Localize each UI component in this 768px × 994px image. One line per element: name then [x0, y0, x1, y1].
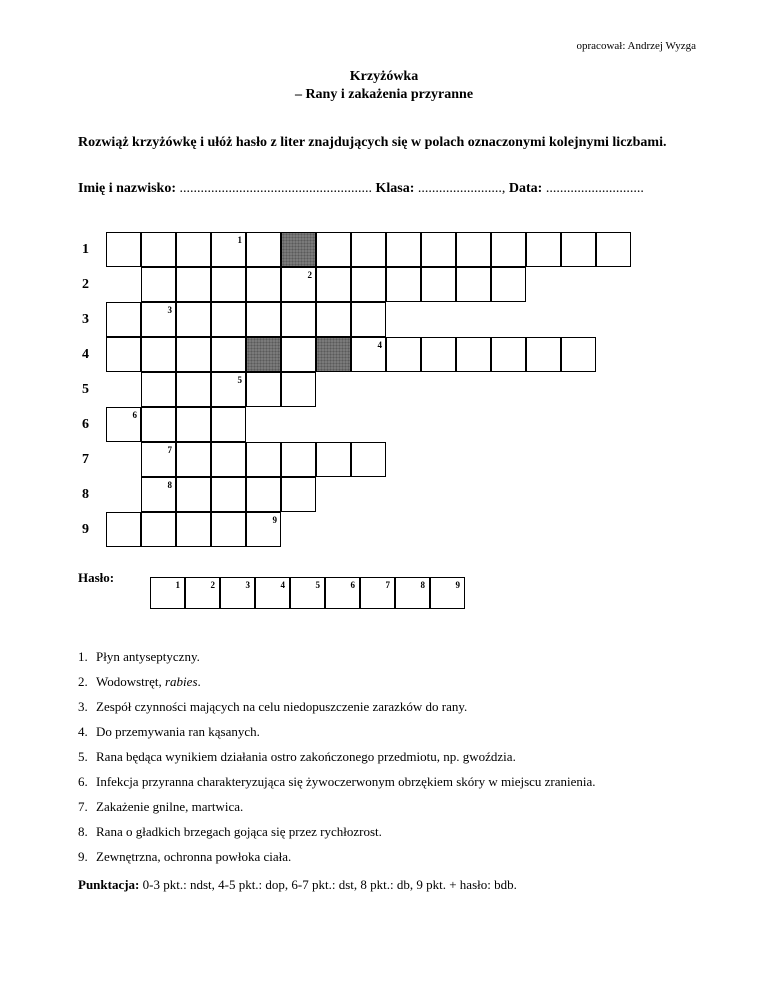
clue-list	[78, 648, 718, 873]
clue-text: Do przemywania ran kąsanych.	[96, 724, 260, 739]
clue-item	[78, 698, 718, 723]
crossword-cell[interactable]	[246, 302, 281, 337]
clue-item	[78, 748, 718, 773]
crossword-cell[interactable]	[176, 512, 211, 547]
password-cell-number: 6	[350, 580, 355, 590]
row-number-9: 9	[82, 522, 89, 537]
row-number-1: 1	[82, 242, 89, 257]
clue-number: 6.	[78, 774, 88, 789]
crossword-cell[interactable]	[316, 302, 351, 337]
password-letter-number: 5	[237, 375, 242, 385]
crossword-cell[interactable]	[246, 372, 281, 407]
crossword-cell[interactable]	[561, 337, 596, 372]
clue-item	[78, 798, 718, 823]
author-credit: opracował: Andrzej Wyzga	[576, 40, 696, 52]
password-cell[interactable]	[430, 577, 465, 609]
clue-number: 7.	[78, 799, 88, 814]
crossword-cell[interactable]	[141, 477, 176, 512]
crossword-cell[interactable]	[246, 267, 281, 302]
clue-number: 4.	[78, 724, 88, 739]
shaded-cell	[246, 337, 281, 372]
row-number-5: 5	[82, 382, 89, 397]
name-field[interactable]: .......................................................	[176, 181, 376, 196]
crossword-cell[interactable]	[141, 372, 176, 407]
crossword-cell[interactable]	[386, 232, 421, 267]
crossword-cell[interactable]	[106, 512, 141, 547]
crossword-cell[interactable]	[386, 337, 421, 372]
crossword-cell[interactable]	[141, 337, 176, 372]
crossword-cell[interactable]	[176, 407, 211, 442]
crossword-cell[interactable]	[281, 337, 316, 372]
clue-number: 9.	[78, 849, 88, 864]
clue-number: 3.	[78, 699, 88, 714]
row-number-8: 8	[82, 487, 89, 502]
clue-number: 2.	[78, 674, 88, 689]
clue-tail: .	[197, 674, 201, 689]
password-cell-number: 7	[385, 580, 390, 590]
clue-number: 8.	[78, 824, 88, 839]
password-letter-number: 4	[377, 340, 382, 350]
title-subtitle: – Rany i zakażenia przyranne	[294, 87, 474, 102]
password-cell[interactable]	[150, 577, 185, 609]
crossword-cell[interactable]	[281, 267, 316, 302]
crossword-cell[interactable]	[456, 232, 491, 267]
password-cell[interactable]	[395, 577, 430, 609]
date-label: Data:	[508, 181, 543, 196]
password-label: Hasło:	[78, 570, 115, 585]
crossword-cell[interactable]	[456, 337, 491, 372]
crossword-cell[interactable]	[316, 267, 351, 302]
clue-text: Zespół czynności mających na celu niedopuszczenie zarazków do rany.	[96, 699, 468, 714]
crossword-cell[interactable]	[246, 232, 281, 267]
crossword-cell[interactable]	[281, 442, 316, 477]
crossword-cell[interactable]	[211, 407, 246, 442]
crossword-cell[interactable]	[421, 337, 456, 372]
name-label: Imię i nazwisko:	[78, 181, 176, 196]
crossword-cell[interactable]	[106, 407, 141, 442]
crossword-cell[interactable]	[281, 372, 316, 407]
date-field[interactable]: ............................	[542, 181, 644, 196]
password-letter-number: 9	[272, 515, 277, 525]
crossword-cell[interactable]	[211, 232, 246, 267]
crossword-cell[interactable]	[106, 232, 141, 267]
password-cell-number: 5	[315, 580, 320, 590]
password-cell[interactable]	[220, 577, 255, 609]
clue-text: Rana o gładkich brzegach gojąca się przez rychłozrost.	[96, 824, 382, 839]
crossword-cell[interactable]	[351, 302, 386, 337]
crossword-cell[interactable]	[211, 442, 246, 477]
class-field[interactable]: ........................,	[414, 181, 509, 196]
crossword-cell[interactable]	[456, 267, 491, 302]
crossword-cell[interactable]	[211, 372, 246, 407]
crossword-cell[interactable]	[351, 337, 386, 372]
crossword-cell[interactable]	[176, 337, 211, 372]
password-letter-number: 8	[167, 480, 172, 490]
clue-item	[78, 773, 718, 798]
crossword-cell[interactable]	[316, 232, 351, 267]
clue-text: Infekcja przyranna charakteryzująca się żywoczerwonym obrzękiem skóry w miejscu zranienia.	[96, 774, 596, 789]
scoring-text: 0-3 pkt.: ndst, 4-5 pkt.: dop, 6-7 pkt.: dst, 8 pkt.: db, 9 pkt. + hasło: bdb.	[139, 877, 517, 892]
crossword-cell[interactable]	[176, 442, 211, 477]
crossword-cell[interactable]	[176, 267, 211, 302]
crossword-cell[interactable]	[176, 302, 211, 337]
clue-item	[78, 823, 718, 848]
password-cell-number: 8	[420, 580, 425, 590]
clue-text: Rana będąca wynikiem działania ostro zakończonego przedmiotu, np. gwoździa.	[96, 749, 516, 764]
page-title	[0, 68, 768, 104]
crossword-cell[interactable]	[386, 267, 421, 302]
row-number-4: 4	[82, 347, 89, 362]
crossword-cell[interactable]	[246, 477, 281, 512]
crossword-cell[interactable]	[211, 302, 246, 337]
password-letter-number: 2	[307, 270, 312, 280]
password-cell-number: 3	[245, 580, 250, 590]
password-cell[interactable]	[185, 577, 220, 609]
password-cell-number: 2	[210, 580, 215, 590]
scoring-label: Punktacja:	[78, 877, 140, 892]
clue-item	[78, 723, 718, 748]
row-number-3: 3	[82, 312, 89, 327]
crossword-cell[interactable]	[351, 442, 386, 477]
crossword-cell[interactable]	[491, 337, 526, 372]
crossword-cell[interactable]	[141, 442, 176, 477]
crossword-cell[interactable]	[526, 337, 561, 372]
password-cell-number: 4	[280, 580, 285, 590]
crossword-cell[interactable]	[246, 442, 281, 477]
password-cell[interactable]	[360, 577, 395, 609]
class-label: Klasa:	[375, 181, 415, 196]
shaded-cell	[316, 337, 351, 372]
crossword-cell[interactable]	[351, 267, 386, 302]
crossword-cell[interactable]	[211, 512, 246, 547]
row-number-6: 6	[82, 417, 89, 432]
student-info-line	[78, 181, 644, 197]
crossword-cell[interactable]	[211, 337, 246, 372]
instruction-text: Rozwiąż krzyżówkę i ułóż hasło z liter znajdujących się w polach oznaczonymi kolejnymi liczbami.	[78, 135, 667, 150]
clue-text: Zewnętrzna, ochronna powłoka ciała.	[96, 849, 292, 864]
password-letter-number: 6	[132, 410, 137, 420]
crossword-cell[interactable]	[141, 512, 176, 547]
clue-item	[78, 673, 718, 698]
crossword-cell[interactable]	[176, 232, 211, 267]
crossword-cell[interactable]	[176, 477, 211, 512]
crossword-cell[interactable]	[491, 232, 526, 267]
scoring-line	[78, 877, 517, 893]
crossword-cell[interactable]	[106, 302, 141, 337]
crossword-cell[interactable]	[106, 337, 141, 372]
password-letter-number: 1	[237, 235, 242, 245]
crossword-cell[interactable]	[526, 232, 561, 267]
crossword-cell[interactable]	[176, 372, 211, 407]
password-letter-number: 7	[167, 445, 172, 455]
clue-text: Zakażenie gnilne, martwica.	[96, 799, 244, 814]
crossword-cell[interactable]	[281, 302, 316, 337]
password-cell-number: 1	[175, 580, 180, 590]
crossword-cell[interactable]	[491, 267, 526, 302]
clue-number: 5.	[78, 749, 88, 764]
crossword-cell[interactable]	[561, 232, 596, 267]
crossword-cell[interactable]	[141, 407, 176, 442]
title-main: Krzyżówka	[349, 69, 419, 84]
crossword-cell[interactable]	[596, 232, 631, 267]
crossword-cell[interactable]	[246, 512, 281, 547]
crossword-cell[interactable]	[141, 267, 176, 302]
clue-item	[78, 848, 718, 873]
crossword-cell[interactable]	[421, 267, 456, 302]
password-cell[interactable]	[255, 577, 290, 609]
clue-italic-term: rabies	[165, 674, 198, 689]
row-number-7: 7	[82, 452, 89, 467]
crossword-cell[interactable]	[211, 267, 246, 302]
crossword-cell[interactable]	[141, 232, 176, 267]
clue-item	[78, 648, 718, 673]
crossword-cell[interactable]	[351, 232, 386, 267]
clue-text: Wodowstręt,	[96, 674, 165, 689]
crossword-cell[interactable]	[421, 232, 456, 267]
shaded-cell	[281, 232, 316, 267]
crossword-cell[interactable]	[141, 302, 176, 337]
password-cell[interactable]	[290, 577, 325, 609]
password-cell[interactable]	[325, 577, 360, 609]
row-number-2: 2	[82, 277, 89, 292]
password-cell-number: 9	[455, 580, 460, 590]
clue-number: 1.	[78, 649, 88, 664]
crossword-cell[interactable]	[316, 442, 351, 477]
crossword-cell[interactable]	[281, 477, 316, 512]
crossword-cell[interactable]	[211, 477, 246, 512]
password-letter-number: 3	[167, 305, 172, 315]
clue-text: Płyn antyseptyczny.	[96, 649, 200, 664]
